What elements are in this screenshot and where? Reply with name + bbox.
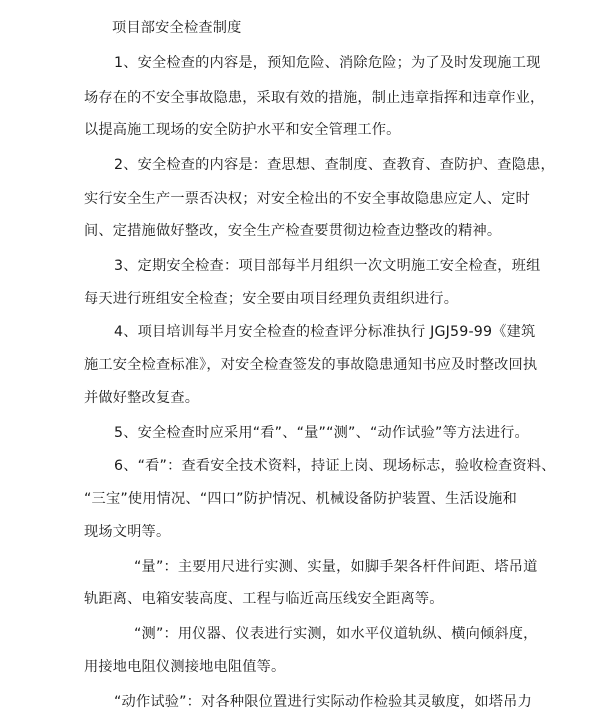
paragraph-line: 每天进行班组安全检查；安全要由项目经理负责组织进行。 [84,291,459,307]
paragraph-line: 5、安全检查时应采用“看”、“量”“测”、“动作试验”等方法进行。 [114,425,529,441]
paragraph-line: 1、安全检查的内容是，预知危险、消除危险；为了及时发现施工现 [114,55,541,71]
paragraph-line: 轨距离、电箱安装高度、工程与临近高压线安全距离等。 [84,591,444,607]
paragraph-line: 用接地电阻仪测接地电阻值等。 [84,659,286,675]
paragraph-line: 施工安全检查标准》，对安全检查签发的事故隐患通知书应及时整改回执 [84,357,538,373]
paragraph-line: “动作试验”：对各种限位置进行实际动作检验其灵敏度，如塔吊力 [114,694,532,710]
paragraph-line: 6、“看”：查看安全技术资料，持证上岗、现场标志，验收检查资料、 [114,458,556,474]
document-title: 项目部安全检查制度 [112,20,242,36]
paragraph-line: 2、安全检查的内容是：查思想、查制度、查教育、查防护、查隐患， [114,157,555,173]
paragraph-line: 并做好整改复查。 [84,390,200,406]
paragraph-line: “测”：用仪器、仪表进行实测，如水平仪道轨纵、横向倾斜度， [134,626,538,642]
paragraph-line: 场存在的不安全事故隐患，采取有效的措施，制止违章指挥和违章作业， [84,90,545,106]
paragraph-line: 以提高施工现场的安全防护水平和安全管理工作。 [84,122,401,138]
paragraph-line: 间、定措施做好整改，安全生产检查要贯彻边检查边整改的精神。 [84,223,502,239]
paragraph-line: 现场文明等。 [84,524,171,540]
paragraph-line: “量”：主要用尺进行实测、实量，如脚手架各杆件间距、塔吊道 [134,559,538,575]
paragraph-line: 4、项目培训每半月安全检查的检查评分标准执行 JGJ59-99《建筑 [114,324,536,340]
paragraph-line: “三宝”使用情况、“四口”防护情况、机械设备防护装置、生活设施和 [84,491,518,507]
paragraph-line: 实行安全生产一票否决权；对安全检出的不安全事故隐患应定人、定时 [84,191,531,207]
paragraph-line: 3、定期安全检查：项目部每半月组织一次文明施工安全检查，班组 [114,258,541,274]
